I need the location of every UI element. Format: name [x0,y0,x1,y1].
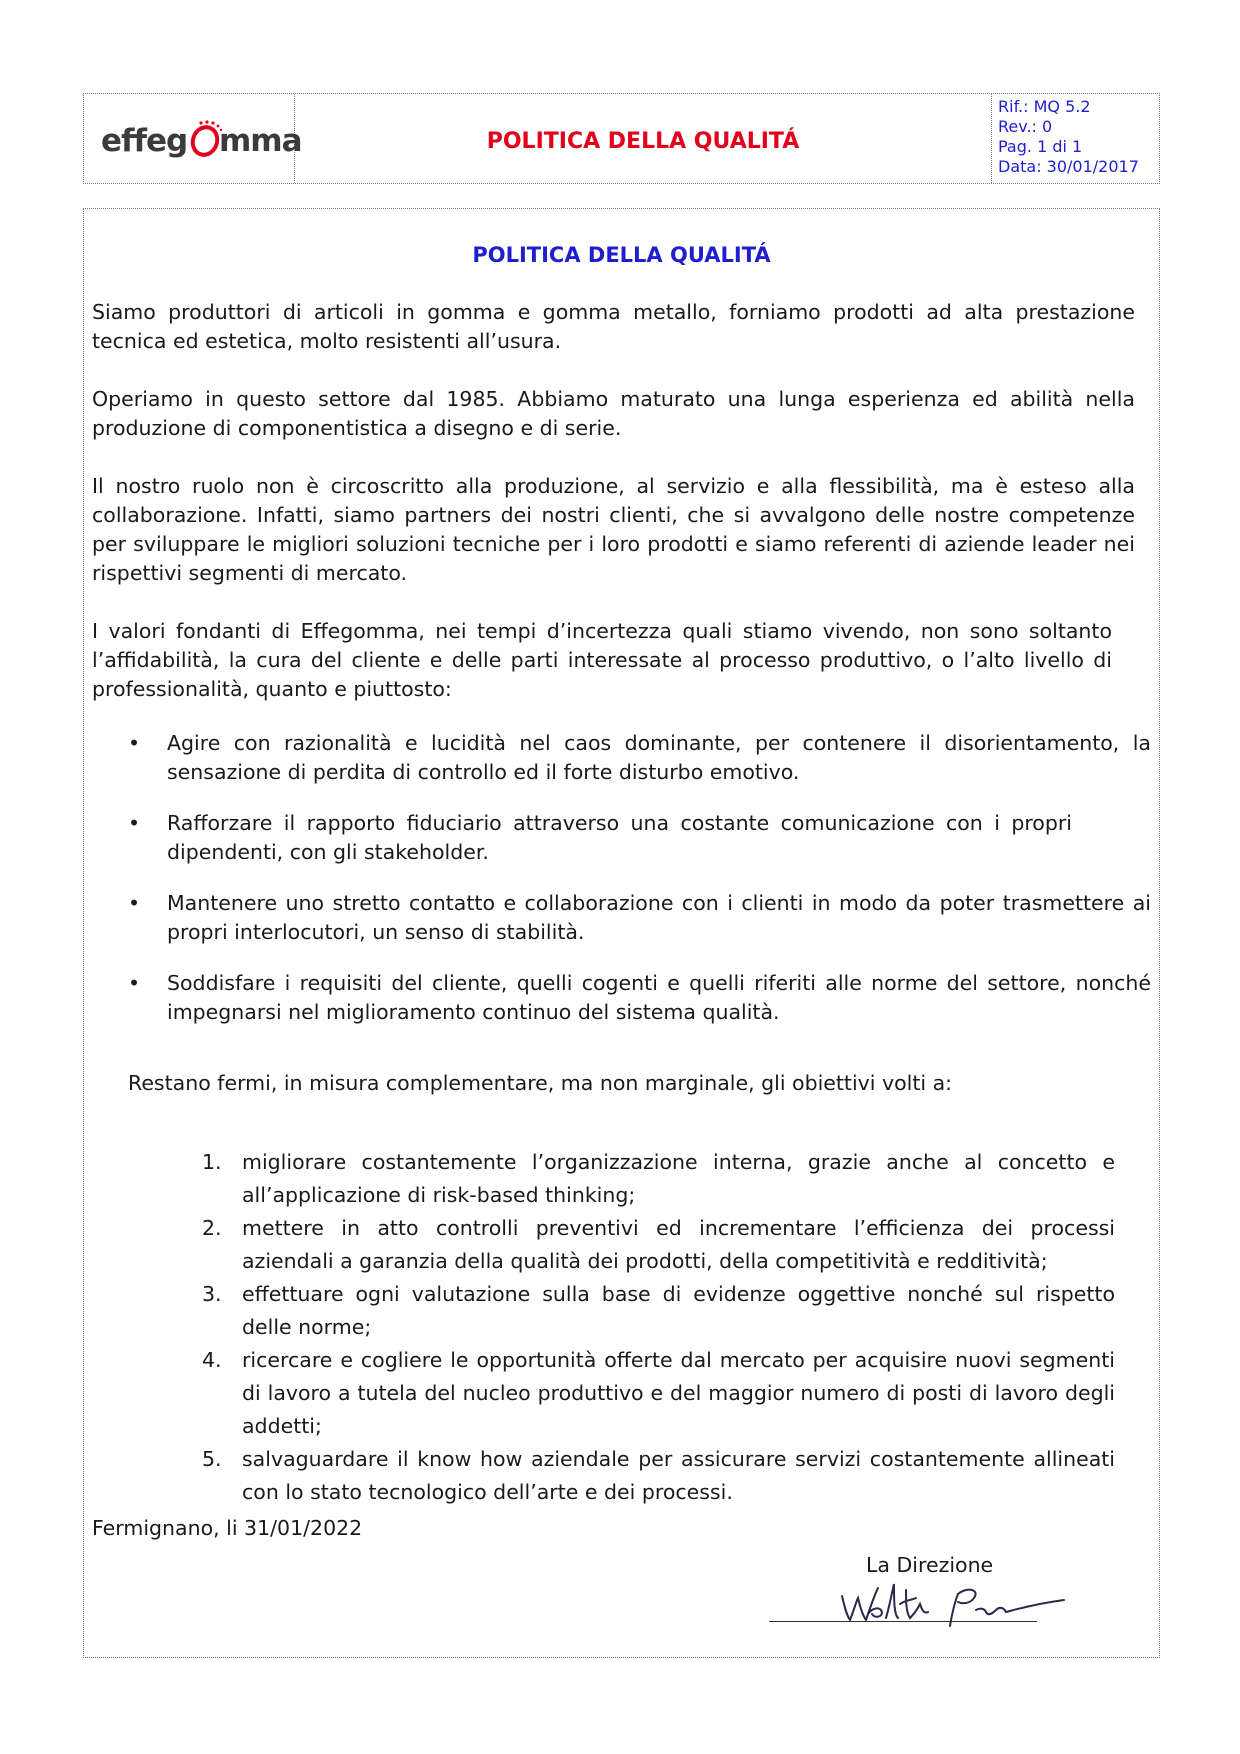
ref-revision: Rev.: 0 [998,117,1053,136]
svg-text:mma: mma [219,122,302,159]
document-reference [991,94,1159,183]
place-date: Fermignano, li 31/01/2022 [92,1516,363,1540]
paragraphs [92,298,1135,704]
paragraph: Siamo produttori di articoli in gomma e gomma metallo, forniamo prodotti ad alta prestazione tecnica ed estetica, molto resistenti all’usura. [92,300,1135,353]
list-item: 1. migliorare costantemente l’organizzazione interna, grazie anche al concetto e all’applicazione di risk-based thinking; [202,1150,1115,1207]
list-item: • Mantenere uno stretto contatto e collaborazione con i clienti in modo da poter trasmettere ai propri interlocutori, un senso di stabilità. [128,891,1151,944]
header-title: POLITICA DELLA QUALITÁ [486,129,800,154]
list-item: 3. effettuare ogni valutazione sulla base di evidenze oggettive nonché sul rispetto delle norme; [202,1282,1115,1339]
ref-page: Pag. 1 di 1 [998,137,1083,156]
signature-icon [824,1574,1074,1634]
paragraph: Il nostro ruolo non è circoscritto alla produzione, al servizio e alla flessibilità, ma è esteso alla collaborazione. Infatti, siamo partners dei nostri clienti, che si avvalgono delle nostre competenze per sviluppare le migliori soluzioni tecniche per i loro prodotti e siamo referenti di aziende leader nei rispettivi segmenti di mercato. [92,474,1135,585]
list-item: • Agire con razionalità e lucidità nel caos dominante, per contenere il disorientamento, la sensazione di perdita di controllo ed il forte disturbo emotivo. [128,731,1151,784]
ref-code: Rif.: MQ 5.2 [998,97,1091,116]
document-header [83,93,1160,184]
effegomma-logo [101,117,302,161]
numbered-intro: Restano fermi, in misura complementare, ma non marginale, gli obiettivi volti a: [128,1071,953,1095]
list-item: • Rafforzare il rapporto fiduciario attraverso una costante comunicazione con i propri dipendenti, con gli stakeholder. [128,811,1072,864]
numbered-list [202,1146,1115,1509]
logo-cell [84,94,302,183]
ref-date: Data: 30/01/2017 [998,157,1139,176]
paragraph: I valori fondanti di Effegomma, nei tempi d’incertezza quali stiamo vivendo, non sono soltanto l’affidabilità, la cura del cliente e delle parti interessate al processo produttivo, o l’alto livello di professionalità, quanto e piuttosto: [92,619,1112,701]
list-item: 5. salvaguardare il know how aziendale per assicurare servizi costantemente allineati con lo stato tecnologico dell’arte e dei processi. [202,1447,1115,1504]
list-item: • Soddisfare i requisiti del cliente, quelli cogenti e quelli riferiti alle norme del settore, nonché impegnarsi nel miglioramento continuo del sistema qualità. [128,971,1151,1024]
svg-text:effeg: effeg [101,122,188,159]
list-item: 4. ricercare e cogliere le opportunità offerte dal mercato per acquisire nuovi segmenti di lavoro a tutela del nucleo produttivo e del maggior numero di posti di lavoro degli addetti; [202,1348,1115,1438]
body-title: POLITICA DELLA QUALITÁ [472,243,771,267]
bullet-list [128,729,1151,1027]
list-item: 2. mettere in atto controlli preventivi ed incrementare l’efficienza dei processi aziendali a garanzia della qualità dei prodotti, della competitività e redditività; [202,1216,1115,1273]
signatory: La Direzione [866,1553,994,1577]
document-body [83,208,1160,1658]
paragraph: Operiamo in questo settore dal 1985. Abbiamo maturato una lunga esperienza ed abilità nella produzione di componentistica a disegno e di serie. [92,387,1135,440]
